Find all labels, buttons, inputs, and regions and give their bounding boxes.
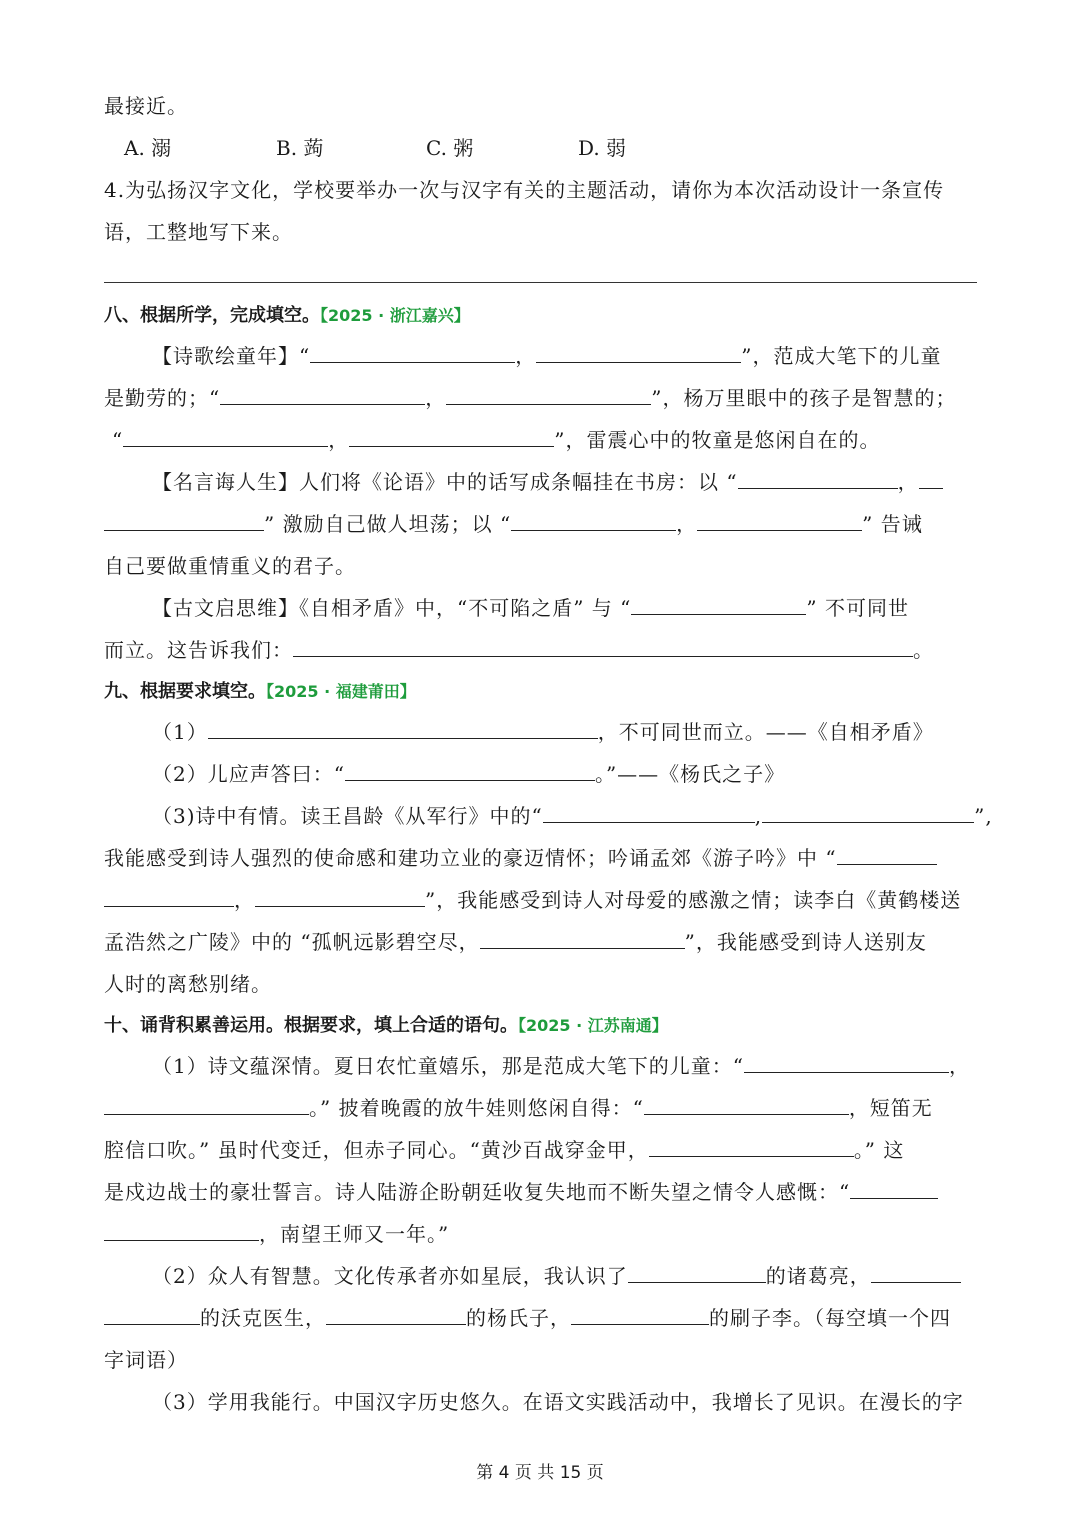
section-10-tag: 【2025 · 江苏南通】 (518, 1016, 668, 1035)
s9-text: （3)诗中有情。读王昌龄《从军行》中的“ (152, 804, 543, 828)
s10-text: 是戍边战士的豪壮誓言。诗人陆游企盼朝廷收复失地而不断失望之情令人感慨：“ (104, 1180, 851, 1204)
blank[interactable] (255, 886, 425, 907)
s9-line-7: 人时的离愁别绪。 (104, 972, 272, 996)
blank[interactable] (446, 384, 651, 405)
blank[interactable] (349, 426, 554, 447)
blank[interactable] (762, 802, 974, 823)
s9-text: ”，我能感受到诗人送别友 (684, 930, 927, 954)
q3-option-a[interactable]: A. 溺 (124, 136, 172, 160)
s10-line-5 (104, 1220, 976, 1248)
s10-line-2 (104, 1094, 976, 1122)
s10-text: 的诸葛亮， (765, 1264, 871, 1288)
q4-answer-line[interactable] (104, 282, 977, 283)
s8-text: 而立。这告诉我们： (104, 638, 293, 662)
s8-text: ， (425, 386, 447, 410)
s9-text: 我能感受到诗人强烈的使命感和建功立业的豪迈情怀；吟诵孟郊《游子吟》中 “ (104, 846, 837, 870)
blank[interactable] (631, 594, 806, 615)
s8-line-6: 自己要做重情重义的君子。 (104, 554, 356, 578)
s10-text: 的刷子李。（每空填一个四 (709, 1306, 951, 1330)
q3-option-c[interactable]: C. 粥 (426, 136, 474, 160)
s10-text: 的杨氏子， (466, 1306, 571, 1330)
blank[interactable] (220, 384, 425, 405)
s8-text: 【名言诲人生】人们将《论语》中的话写成条幅挂在书房：以 “ (152, 470, 738, 494)
blank[interactable] (511, 510, 676, 531)
s10-line-3 (104, 1136, 976, 1164)
blank[interactable] (697, 510, 862, 531)
s10-line-4 (104, 1178, 976, 1206)
blank[interactable] (744, 1052, 949, 1073)
s10-line-9: （3）学用我能行。中国汉字历史悠久。在语文实践活动中，我增长了见识。在漫长的字 (152, 1390, 964, 1414)
section-8-heading (104, 302, 976, 330)
s9-text: （1） (152, 720, 208, 744)
s10-text: ， (948, 1054, 970, 1078)
s8-text: ” 告诫 (862, 512, 923, 536)
s8-line-3 (112, 426, 976, 454)
section-9-heading (104, 678, 976, 706)
blank[interactable] (919, 468, 943, 489)
s9-line-6 (104, 928, 976, 956)
blank[interactable] (480, 928, 685, 949)
s8-line-2 (104, 384, 976, 412)
blank[interactable] (644, 1094, 849, 1115)
s10-line-1 (152, 1052, 976, 1080)
s10-text: （1）诗文蕴深情。夏日农忙童嬉乐，那是范成大笔下的儿童：“ (152, 1054, 744, 1078)
s8-text: ” 不可同世 (806, 596, 909, 620)
s8-text: ， (328, 428, 350, 452)
s10-line-6 (152, 1262, 976, 1290)
s8-line-8 (104, 636, 976, 664)
blank[interactable] (104, 1220, 259, 1241)
s9-line-1 (152, 718, 976, 746)
q4-line-1: 4.为弘扬汉字文化，学校要举办一次与汉字有关的主题活动，请你为本次活动设计一条宣传 (104, 178, 945, 202)
blank[interactable] (123, 426, 328, 447)
s8-text: ” 激励自己做人坦荡；以 “ (264, 512, 512, 536)
blank[interactable] (543, 802, 755, 823)
s9-line-5 (104, 886, 976, 914)
blank[interactable] (536, 342, 741, 363)
s8-text: 。 (913, 638, 934, 662)
s10-line-8: 字词语） (104, 1348, 188, 1372)
s9-text: 。”——《杨氏之子》 (594, 762, 786, 786)
blank[interactable] (293, 636, 913, 657)
q3-option-b[interactable]: B. 蒟 (276, 136, 324, 160)
s10-text: 。” 披着晚霞的放牛娃则悠闲自得：“ (309, 1096, 644, 1120)
s8-text: ， (676, 512, 698, 536)
section-8-title: 八、根据所学，完成填空。 (104, 305, 320, 326)
section-9-title: 九、根据要求填空。 (104, 681, 266, 702)
blank[interactable] (738, 468, 898, 489)
section-10-title: 十、诵背积累善运用。根据要求，填上合适的语句。 (104, 1015, 518, 1036)
s9-text: ，不可同世而立。——《自相矛盾》 (597, 720, 934, 744)
s8-text: ”，杨万里眼中的孩子是智慧的； (651, 386, 957, 410)
s8-text: ”，雷震心中的牧童是悠闲自在的。 (554, 428, 881, 452)
s10-text: 。” 这 (853, 1138, 905, 1162)
blank[interactable] (104, 886, 234, 907)
s8-text: ， (515, 344, 537, 368)
blank[interactable] (871, 1262, 961, 1283)
s8-line-1 (152, 342, 976, 370)
s8-text: “ (112, 428, 124, 452)
blank[interactable] (649, 1136, 854, 1157)
s9-line-3 (152, 802, 993, 830)
s10-text: 的沃克医生， (200, 1306, 326, 1330)
s9-line-2 (152, 760, 976, 788)
blank[interactable] (850, 1178, 938, 1199)
s8-text: ， (897, 470, 919, 494)
s8-line-4 (152, 468, 976, 496)
s8-text: ”，范成大笔下的儿童 (741, 344, 942, 368)
s8-line-5 (104, 510, 976, 538)
s10-line-7 (104, 1304, 976, 1332)
s9-text: ”, (974, 804, 993, 828)
s10-text: ，南望王师又一年。” (259, 1222, 450, 1246)
s10-text: 腔信口吹。” 虽时代变迁，但赤子同心。“黄沙百战穿金甲， (104, 1138, 649, 1162)
s8-text: 【古文启思维】《自相矛盾》中，“不可陷之盾” 与 “ (152, 596, 632, 620)
blank[interactable] (326, 1304, 466, 1325)
blank[interactable] (208, 718, 598, 739)
blank[interactable] (345, 760, 595, 781)
q4-line-2: 语，工整地写下来。 (104, 220, 293, 244)
section-10-heading (104, 1012, 976, 1040)
blank[interactable] (837, 844, 937, 865)
s8-line-7 (152, 594, 976, 622)
s8-text: 【诗歌绘童年】“ (152, 344, 311, 368)
blank[interactable] (310, 342, 515, 363)
q3-tail: 最接近。 (104, 94, 188, 118)
blank[interactable] (571, 1304, 709, 1325)
section-8-tag: 【2025 · 浙江嘉兴】 (320, 306, 470, 325)
blank[interactable] (104, 510, 264, 531)
s9-line-4 (104, 844, 976, 872)
s9-text: 孟浩然之广陵》中的 “孤帆远影碧空尽， (104, 930, 480, 954)
section-9-tag: 【2025 · 福建莆田】 (266, 682, 416, 701)
s9-text: （2）儿应声答曰：“ (152, 762, 345, 786)
page-number: 第 4 页 共 15 页 (476, 1463, 604, 1483)
blank[interactable] (104, 1304, 200, 1325)
s10-text: （2）众人有智慧。文化传承者亦如星辰，我认识了 (152, 1264, 628, 1288)
s9-text: ”，我能感受到诗人对母爱的感激之情；读李白《黄鹤楼送 (425, 888, 962, 912)
blank[interactable] (628, 1262, 766, 1283)
s9-text: ， (234, 888, 255, 912)
s9-text: , (754, 804, 763, 828)
s10-text: ，短笛无 (848, 1096, 933, 1120)
q3-option-d[interactable]: D. 弱 (578, 136, 627, 160)
blank[interactable] (104, 1094, 309, 1115)
s8-text: 是勤劳的；“ (104, 386, 221, 410)
